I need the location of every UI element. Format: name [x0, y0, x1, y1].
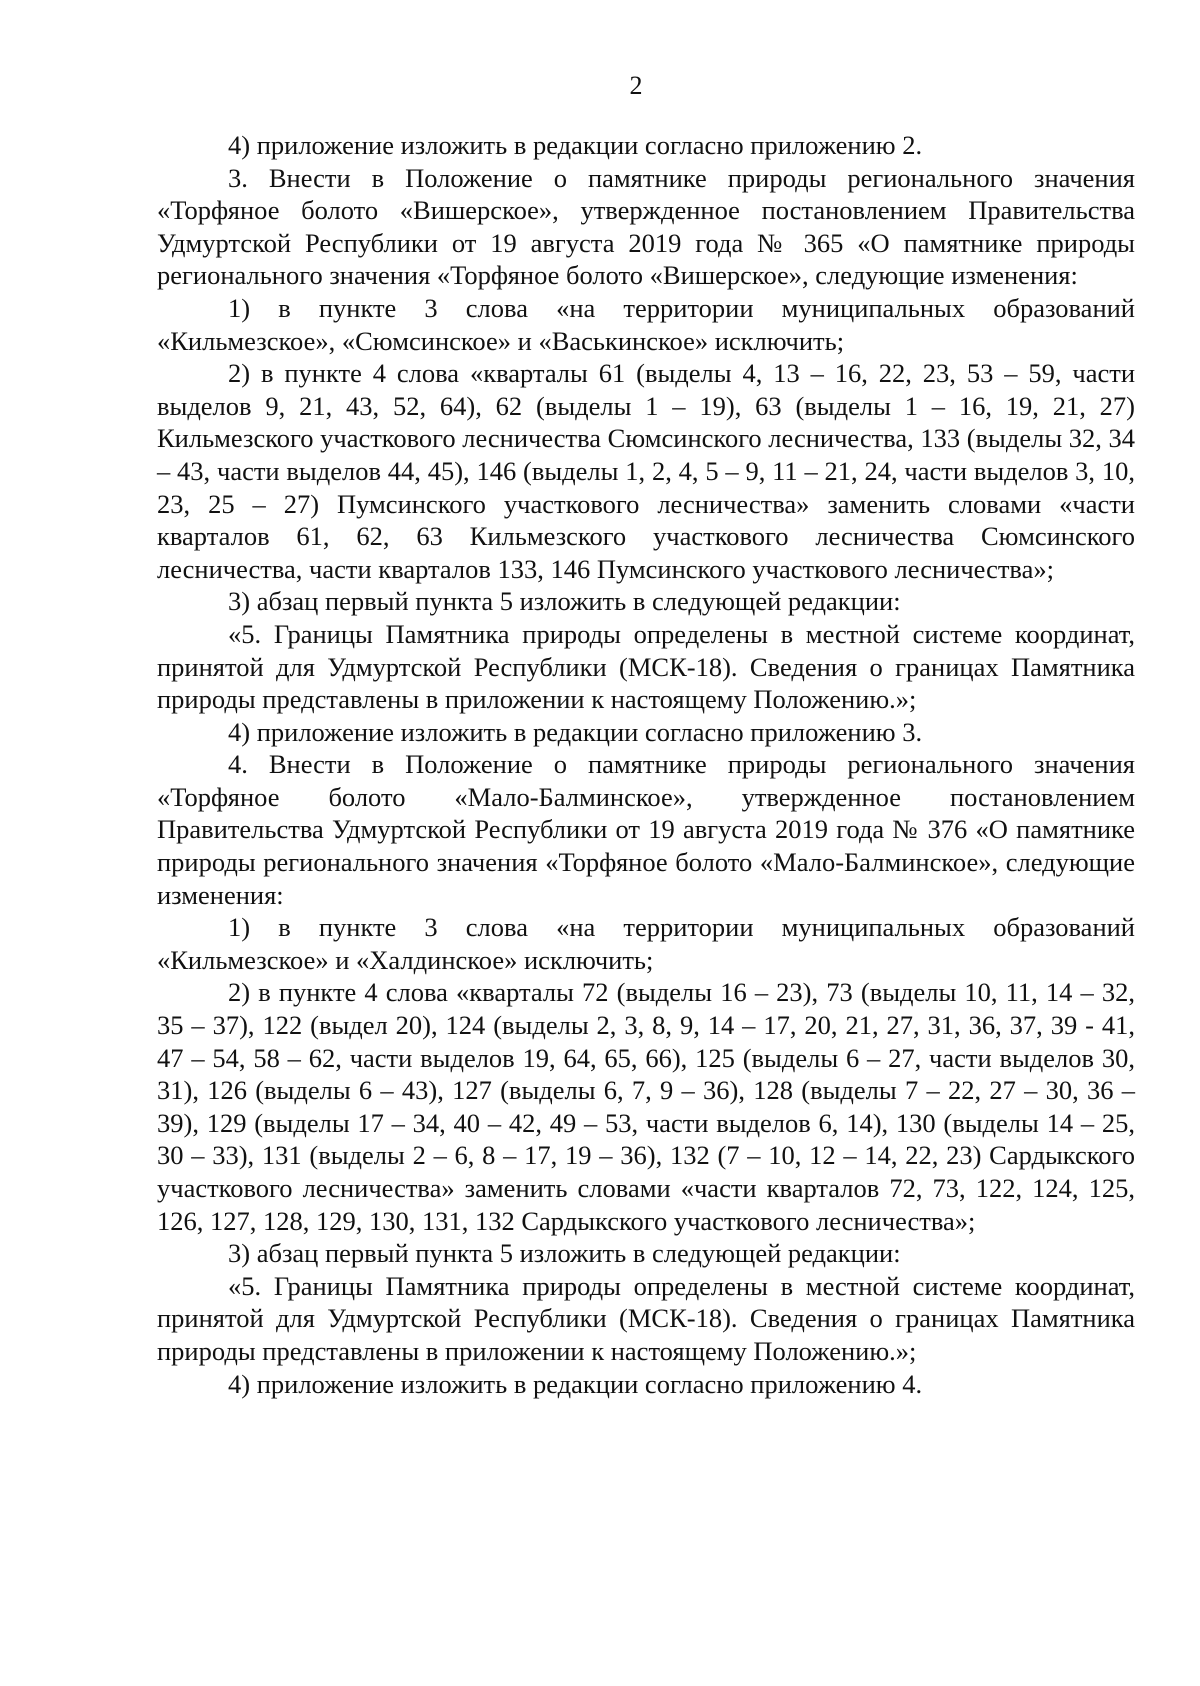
paragraph-section-3-item-2: 2) в пункте 4 слова «кварталы 61 (выделы 4, 13 – 16, 22, 23, 53 – 59, части выделов 9, 21, 43, 52, 64), 62 (выделы 1 – 19), 63 (выделы 1 – 16, 19, 21, 27) Кильмезского участкового лесничества Сюмсинского лесничества, 133 (выделы 32, 34 – 43, части выделов 44, 45), 146 (выделы 1, 2, 4, 5 – 9, 11 – 21, 24, части выделов 3, 10, 23, 25 – 27) Пумсинского участкового лесничества» заменить словами «части кварталов 61, 62, 63 Кильмезского участкового лесничества Сюмсинского лесничества, части кварталов 133, 146 Пумсинского участкового лесничества»; — [157, 358, 1136, 584]
page-number: 2 — [629, 71, 643, 100]
document-body — [157, 129, 1135, 1400]
paragraph-section-3-quote: «5. Границы Памятника природы определены в местной системе координат, принятой для Удмуртской Республики (МСК-18). Сведения о границах Памятника природы представлены в приложении к настоящему Положению.»; — [157, 618, 1135, 715]
paragraph-section-3-item-1: 1) в пункте 3 слова «на территории муниципальных образований «Кильмезское», «Сюмсинское» и «Васькинское» исключить; — [157, 292, 1135, 356]
paragraph-section-4-item-2: 2) в пункте 4 слова «кварталы 72 (выделы 16 – 23), 73 (выделы 10, 11, 14 – 32, 35 – 37), 122 (выдел 20), 124 (выделы 2, 3, 8, 9, 14 – 17, 20, 21, 27, 31, 36, 37, 39 - 41, 47 – 54, 58 – 62, части выделов 19, 64, 65, 66), 125 (выделы 6 – 27, части выделов 30, 31), 126 (выделы 6 – 43), 127 (выделы 6, 7, 9 – 36), 128 (выделы 7 – 22, 27 – 30, 36 – 39), 129 (выделы 17 – 34, 40 – 42, 49 – 53, части выделов 6, 14), 130 (выделы 14 – 25, 30 – 33), 131 (выделы 2 – 6, 8 – 17, 19 – 36), 132 (7 – 10, 12 – 14, 22, 23) Сардыкского участкового лесничества» заменить словами «части кварталов 72, 73, 122, 124, 125, 126, 127, 128, 129, 130, 131, 132 Сардыкского участкового лесничества»; — [157, 977, 1135, 1236]
paragraph-section-3-intro: 3. Внести в Положение о памятнике природы регионального значения «Торфяное болото «Вишерское», утвержденное постановлением Правительства Удмуртской Республики от 19 августа 2019 года № 365 «О памятнике природы регионального значения «Торфяное болото «Вишерское», следующие изменения: — [157, 162, 1135, 291]
paragraph-section-3-item-3: 3) абзац первый пункта 5 изложить в следующей редакции: — [228, 586, 901, 617]
paragraph-section-4-item-3: 3) абзац первый пункта 5 изложить в следующей редакции: — [228, 1238, 901, 1269]
paragraph-section-4-intro: 4. Внести в Положение о памятнике природы регионального значения «Торфяное болото «Мало-Балминское», утвержденное постановлением Правительства Удмуртской Республики от 19 августа 2019 года № 376 «О памятнике природы регионального значения «Торфяное болото «Мало-Балминское», следующие изменения: — [157, 749, 1135, 910]
paragraph-section-4-item-4: 4) приложение изложить в редакции согласно приложению 4. — [228, 1368, 923, 1399]
paragraph-item-4-appendix-2: 4) приложение изложить в редакции согласно приложению 2. — [228, 130, 923, 160]
paragraph-section-4-item-1: 1) в пункте 3 слова «на территории муниципальных образований «Кильмезское» и «Халдинское» исключить; — [157, 912, 1135, 975]
paragraph-section-4-quote: «5. Границы Памятника природы определены в местной системе координат, принятой для Удмуртской Республики (МСК-18). Сведения о границах Памятника природы представлены в приложении к настоящему Положению.»; — [157, 1270, 1135, 1366]
paragraph-section-3-item-4: 4) приложение изложить в редакции согласно приложению 3. — [228, 716, 923, 747]
